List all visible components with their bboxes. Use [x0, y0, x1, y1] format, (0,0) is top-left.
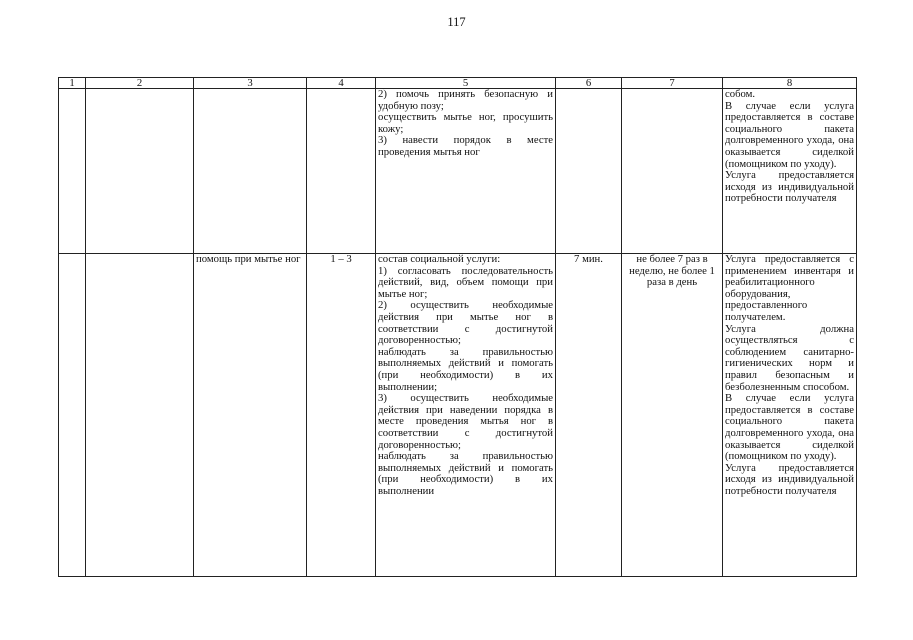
table-cell — [59, 254, 86, 577]
column-number: 3 — [194, 78, 307, 89]
service-content-cell — [376, 254, 556, 577]
column-number: 8 — [723, 78, 857, 89]
duration: 7 мин. — [574, 253, 603, 265]
column-number: 2 — [86, 78, 194, 89]
paragraph: 3) навести порядок в месте проведения мытья ног — [378, 134, 553, 158]
paragraph: наблюдать за правильностью выполняемых действий и помогать (при необходимости) в их выполнении; — [378, 345, 553, 393]
service-name: помощь при мытье ног — [196, 253, 301, 265]
page-number: 117 — [447, 15, 466, 29]
table-cell — [59, 89, 86, 254]
table-cell — [307, 89, 376, 254]
score-range: 1 – 3 — [330, 253, 352, 265]
paragraph: наблюдать за правильностью выполняемых действий и помогать (при необходимости) в их выполнении — [378, 450, 553, 497]
paragraph: 2) помочь принять безопасную и удобную позу; — [378, 88, 553, 112]
paragraph: осуществить мытье ног, просушить кожу; — [378, 111, 553, 135]
conditions-cell — [723, 89, 857, 254]
services-table — [58, 77, 857, 577]
score-cell — [307, 254, 376, 577]
table-cell — [86, 89, 194, 254]
column-number: 6 — [556, 78, 622, 89]
paragraph: Услуга должна осуществляться с соблюдением санитарно-гигиенических норм и правил безопасным и безболезненным способом. — [725, 322, 854, 393]
table-row — [59, 254, 857, 577]
paragraph: 2) осуществить необходимые действия при мытье ног в соответствии с достигнутой договоренностью; — [378, 299, 553, 347]
service-name-cell — [194, 254, 307, 577]
table-row — [59, 89, 857, 254]
paragraph: В случае если услуга предоставляется в составе социального пакета долговременного ухода, она оказывается сиделкой (помощником по уходу). — [725, 99, 854, 170]
paragraph: Услуга предоставляется с применением инвентаря и реабилитационного оборудования, предоставленного получателем. — [725, 253, 854, 323]
paragraph: Услуга предоставляется исходя из индивидуальной потребности получателя — [725, 169, 854, 205]
paragraph: собом. — [725, 88, 756, 100]
paragraph: 3) осуществить необходимые действия при наведении порядка в месте проведения мытья ног в соответствии с достигнутой договоренностью; — [378, 392, 553, 451]
column-number: 4 — [307, 78, 376, 89]
paragraph: состав социальной услуги: — [378, 253, 501, 265]
paragraph: 1) согласовать последовательность действий, вид, объем помощи при мытье ног; — [378, 264, 553, 300]
table-cell — [622, 89, 723, 254]
table-cell — [556, 89, 622, 254]
table-cell — [86, 254, 194, 577]
column-number: 1 — [59, 78, 86, 89]
duration-cell — [556, 254, 622, 577]
column-number-row — [59, 78, 857, 89]
column-number: 5 — [376, 78, 556, 89]
paragraph: В случае если услуга предоставляется в составе социального пакета долговременного ухода, она оказывается сиделкой (помощником по уходу). — [725, 392, 854, 463]
table-cell — [194, 89, 307, 254]
column-number: 7 — [622, 78, 723, 89]
frequency: не более 7 раз в неделю, не более 1 раза в день — [629, 253, 715, 289]
conditions-cell — [723, 254, 857, 577]
service-content-cell — [376, 89, 556, 254]
paragraph: Услуга предоставляется исходя из индивидуальной потребности получателя — [725, 461, 854, 497]
frequency-cell — [622, 254, 723, 577]
